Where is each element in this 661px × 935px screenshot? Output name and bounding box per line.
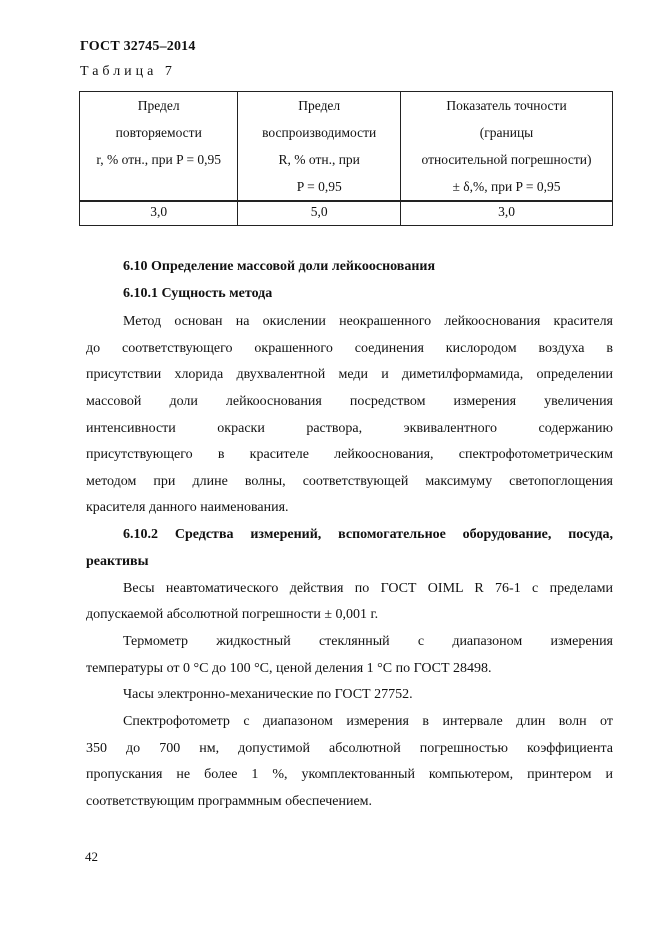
table-cell: 3,0 bbox=[80, 201, 238, 226]
header-line: Показатель точности bbox=[446, 98, 567, 113]
table-cell: 5,0 bbox=[238, 201, 401, 226]
table-cell: 3,0 bbox=[401, 201, 613, 226]
section-6-10-2-title-cont: реактивы bbox=[86, 554, 149, 569]
header-line: (границы bbox=[479, 125, 534, 140]
paragraph-line: 350 до 700 нм, допустимой абсолютной погрешностью коэффициента bbox=[86, 741, 613, 756]
precision-table bbox=[79, 91, 613, 226]
section-6-10-1-title: 6.10.1 Сущность метода bbox=[123, 286, 273, 301]
paragraph-line: Спектрофотометр с диапазоном измерения в интервале длин волн от bbox=[123, 714, 613, 729]
paragraph-line: допускаемой абсолютной погрешности ± 0,001 г. bbox=[86, 607, 379, 622]
paragraph-line: до соответствующего окрашенного соединения кислородом воздуха в bbox=[86, 341, 613, 356]
page-number: 42 bbox=[85, 849, 98, 864]
header-line: R, % отн., при bbox=[278, 152, 360, 167]
header-line: r, % отн., при P = 0,95 bbox=[96, 152, 222, 167]
header-line: Предел bbox=[298, 98, 341, 113]
paragraph-line: Часы электронно-механические по ГОСТ 27752. bbox=[123, 687, 413, 702]
section-6-10-title: 6.10 Определение массовой доли лейкооснования bbox=[123, 259, 436, 274]
paragraph-line: пропускания не более 1 %, укомплектованный компьютером, принтером и bbox=[86, 767, 613, 782]
paragraph-line: красителя данного наименования. bbox=[86, 500, 289, 515]
header-line: ± δ,%, при P = 0,95 bbox=[452, 179, 561, 194]
table-header-accuracy bbox=[401, 92, 613, 202]
paragraph-line: соответствующим программным обеспечением. bbox=[86, 794, 373, 809]
paragraph-line: Весы неавтоматического действия по ГОСТ OIML R 76-1 с пределами bbox=[123, 581, 613, 596]
table-header-reproducibility bbox=[238, 92, 401, 202]
table-header-repeatability bbox=[80, 92, 238, 202]
header-line: повторяемости bbox=[115, 125, 202, 140]
paragraph-line: температуры от 0 °С до 100 °С, ценой деления 1 °С по ГОСТ 28498. bbox=[86, 661, 492, 676]
paragraph-line: присутствии хлорида двухвалентной меди и диметилформамида, определении bbox=[86, 367, 613, 382]
header-line: воспроизводимости bbox=[262, 125, 377, 140]
paragraph-line: методом при длине волны, соответствующей максимуму светопоглощения bbox=[86, 474, 613, 489]
section-6-10-2-title: 6.10.2 Средства измерений, вспомогательное оборудование, посуда, bbox=[123, 527, 613, 542]
header-line: Предел bbox=[137, 98, 180, 113]
paragraph-line: присутствующего в красителе лейкооснования, спектрофотометрическим bbox=[86, 447, 613, 462]
document-code: ГОСТ 32745–2014 bbox=[80, 39, 196, 54]
header-line: P = 0,95 bbox=[296, 179, 342, 194]
paragraph-line: Метод основан на окислении неокрашенного лейкооснования красителя bbox=[123, 314, 613, 329]
header-line: относительной погрешности) bbox=[421, 152, 592, 167]
paragraph-line: интенсивности окраски раствора, эквивалентного содержанию bbox=[86, 421, 613, 436]
paragraph-line: Термометр жидкостный стеклянный с диапазоном измерения bbox=[123, 634, 613, 649]
paragraph-line: массовой доли лейкооснования посредством измерения увеличения bbox=[86, 394, 613, 409]
table-caption: Таблица 7 bbox=[80, 64, 176, 79]
table-row bbox=[80, 201, 613, 226]
